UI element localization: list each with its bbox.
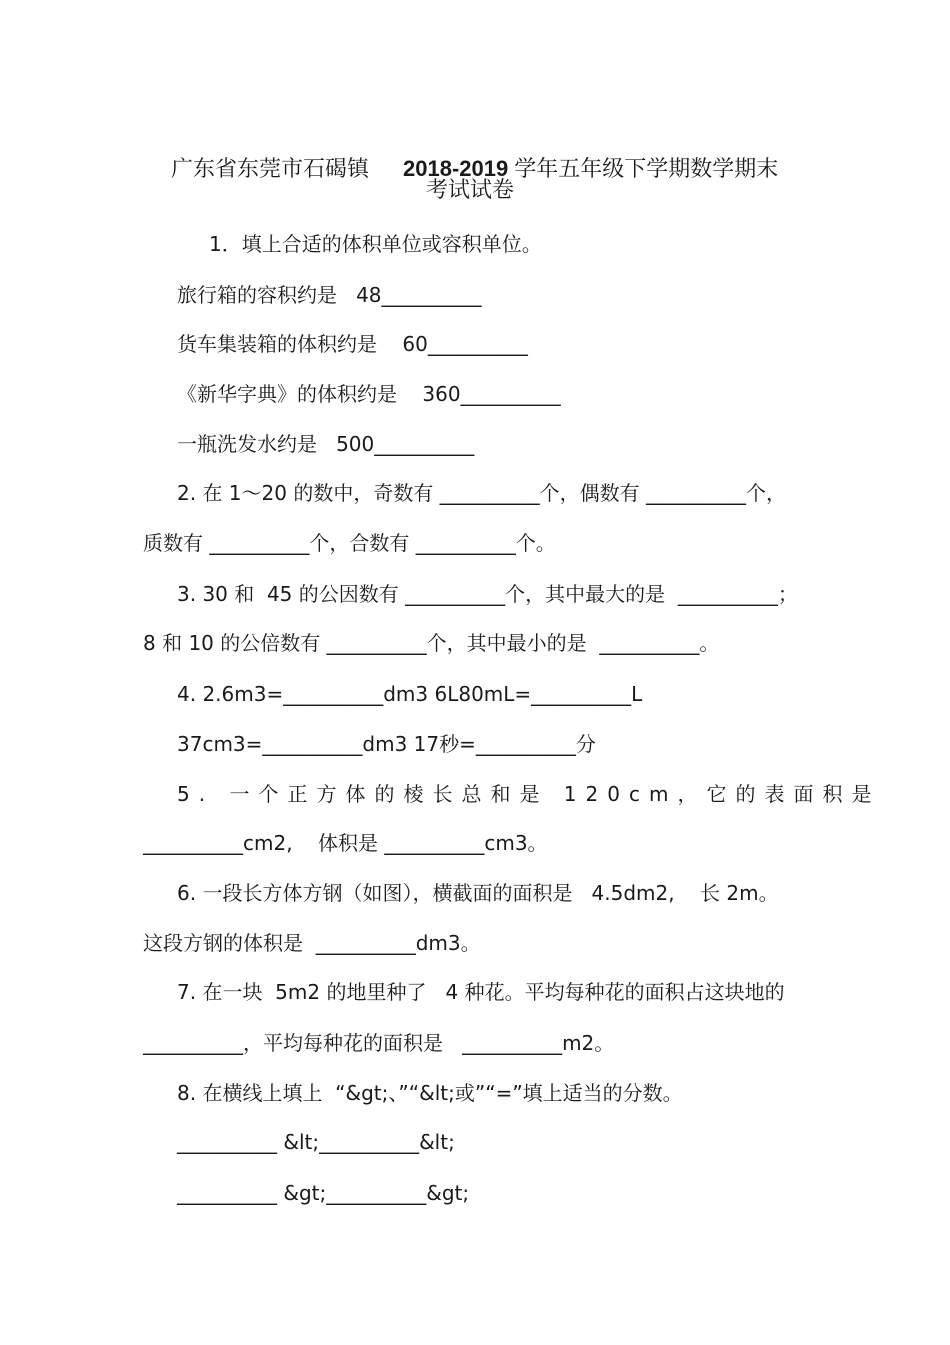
question-8-heading: 8. 在横线上填上 “&gt;、”“&lt;或”“=”填上适当的分数。	[177, 1081, 683, 1105]
q1-item-container: 货车集装箱的体积约是 60__________	[177, 332, 528, 356]
question-4-line-2: 37cm3=__________dm3 17秒=__________分	[177, 732, 596, 756]
question-3-line-2: 8 和 10 的公倍数有 __________个，其中最小的是 __________。	[143, 631, 720, 655]
question-8-row-1: __________ &lt;__________&lt;	[177, 1130, 455, 1154]
question-5-line-1: 5. 一个正方体的棱长总和是 120cm，它的表面积是	[177, 782, 881, 806]
question-7-line-2: __________，平均每种花的面积是 __________m2。	[143, 1031, 615, 1055]
question-6-line-2: 这段方钢的体积是 __________dm3。	[143, 931, 481, 955]
q1-item-shampoo: 一瓶洗发水约是 500__________	[177, 432, 475, 456]
q1-item-dictionary: 《新华字典》的体积约是 360__________	[177, 382, 561, 406]
question-7-line-1: 7. 在一块 5m2 的地里种了 4 种花。平均每种花的面积占这块地的	[177, 980, 785, 1004]
question-2-line-1: 2. 在 1～20 的数中，奇数有 __________个，偶数有 __________个，	[177, 481, 787, 505]
question-1-heading: 1．填上合适的体积单位或容积单位。	[209, 232, 542, 256]
question-3-line-1: 3. 30 和 45 的公因数有 __________个，其中最大的是 __________；	[177, 582, 798, 606]
title-years: 2018-2019	[403, 156, 509, 181]
title-prefix: 广东省东莞市石碣镇	[170, 157, 369, 182]
question-8-row-2: __________ &gt;__________&gt;	[177, 1181, 470, 1205]
question-5-line-2: __________cm2, 体积是 __________cm3。	[143, 831, 548, 855]
title-suffix: 学年五年级下学期数学期末	[514, 157, 779, 182]
question-6-line-1: 6. 一段长方体方钢（如图），横截面的面积是 4.5dm2, 长 2m。	[177, 881, 779, 905]
title-line-2: 考试试卷	[426, 178, 515, 203]
q1-item-suitcase: 旅行箱的容积约是 48__________	[177, 283, 482, 307]
question-4-line-1: 4. 2.6m3=__________dm3 6L80mL=__________L	[177, 682, 643, 706]
question-2-line-2: 质数有 __________个，合数有 __________个。	[143, 531, 556, 555]
title-line-1	[143, 127, 779, 182]
